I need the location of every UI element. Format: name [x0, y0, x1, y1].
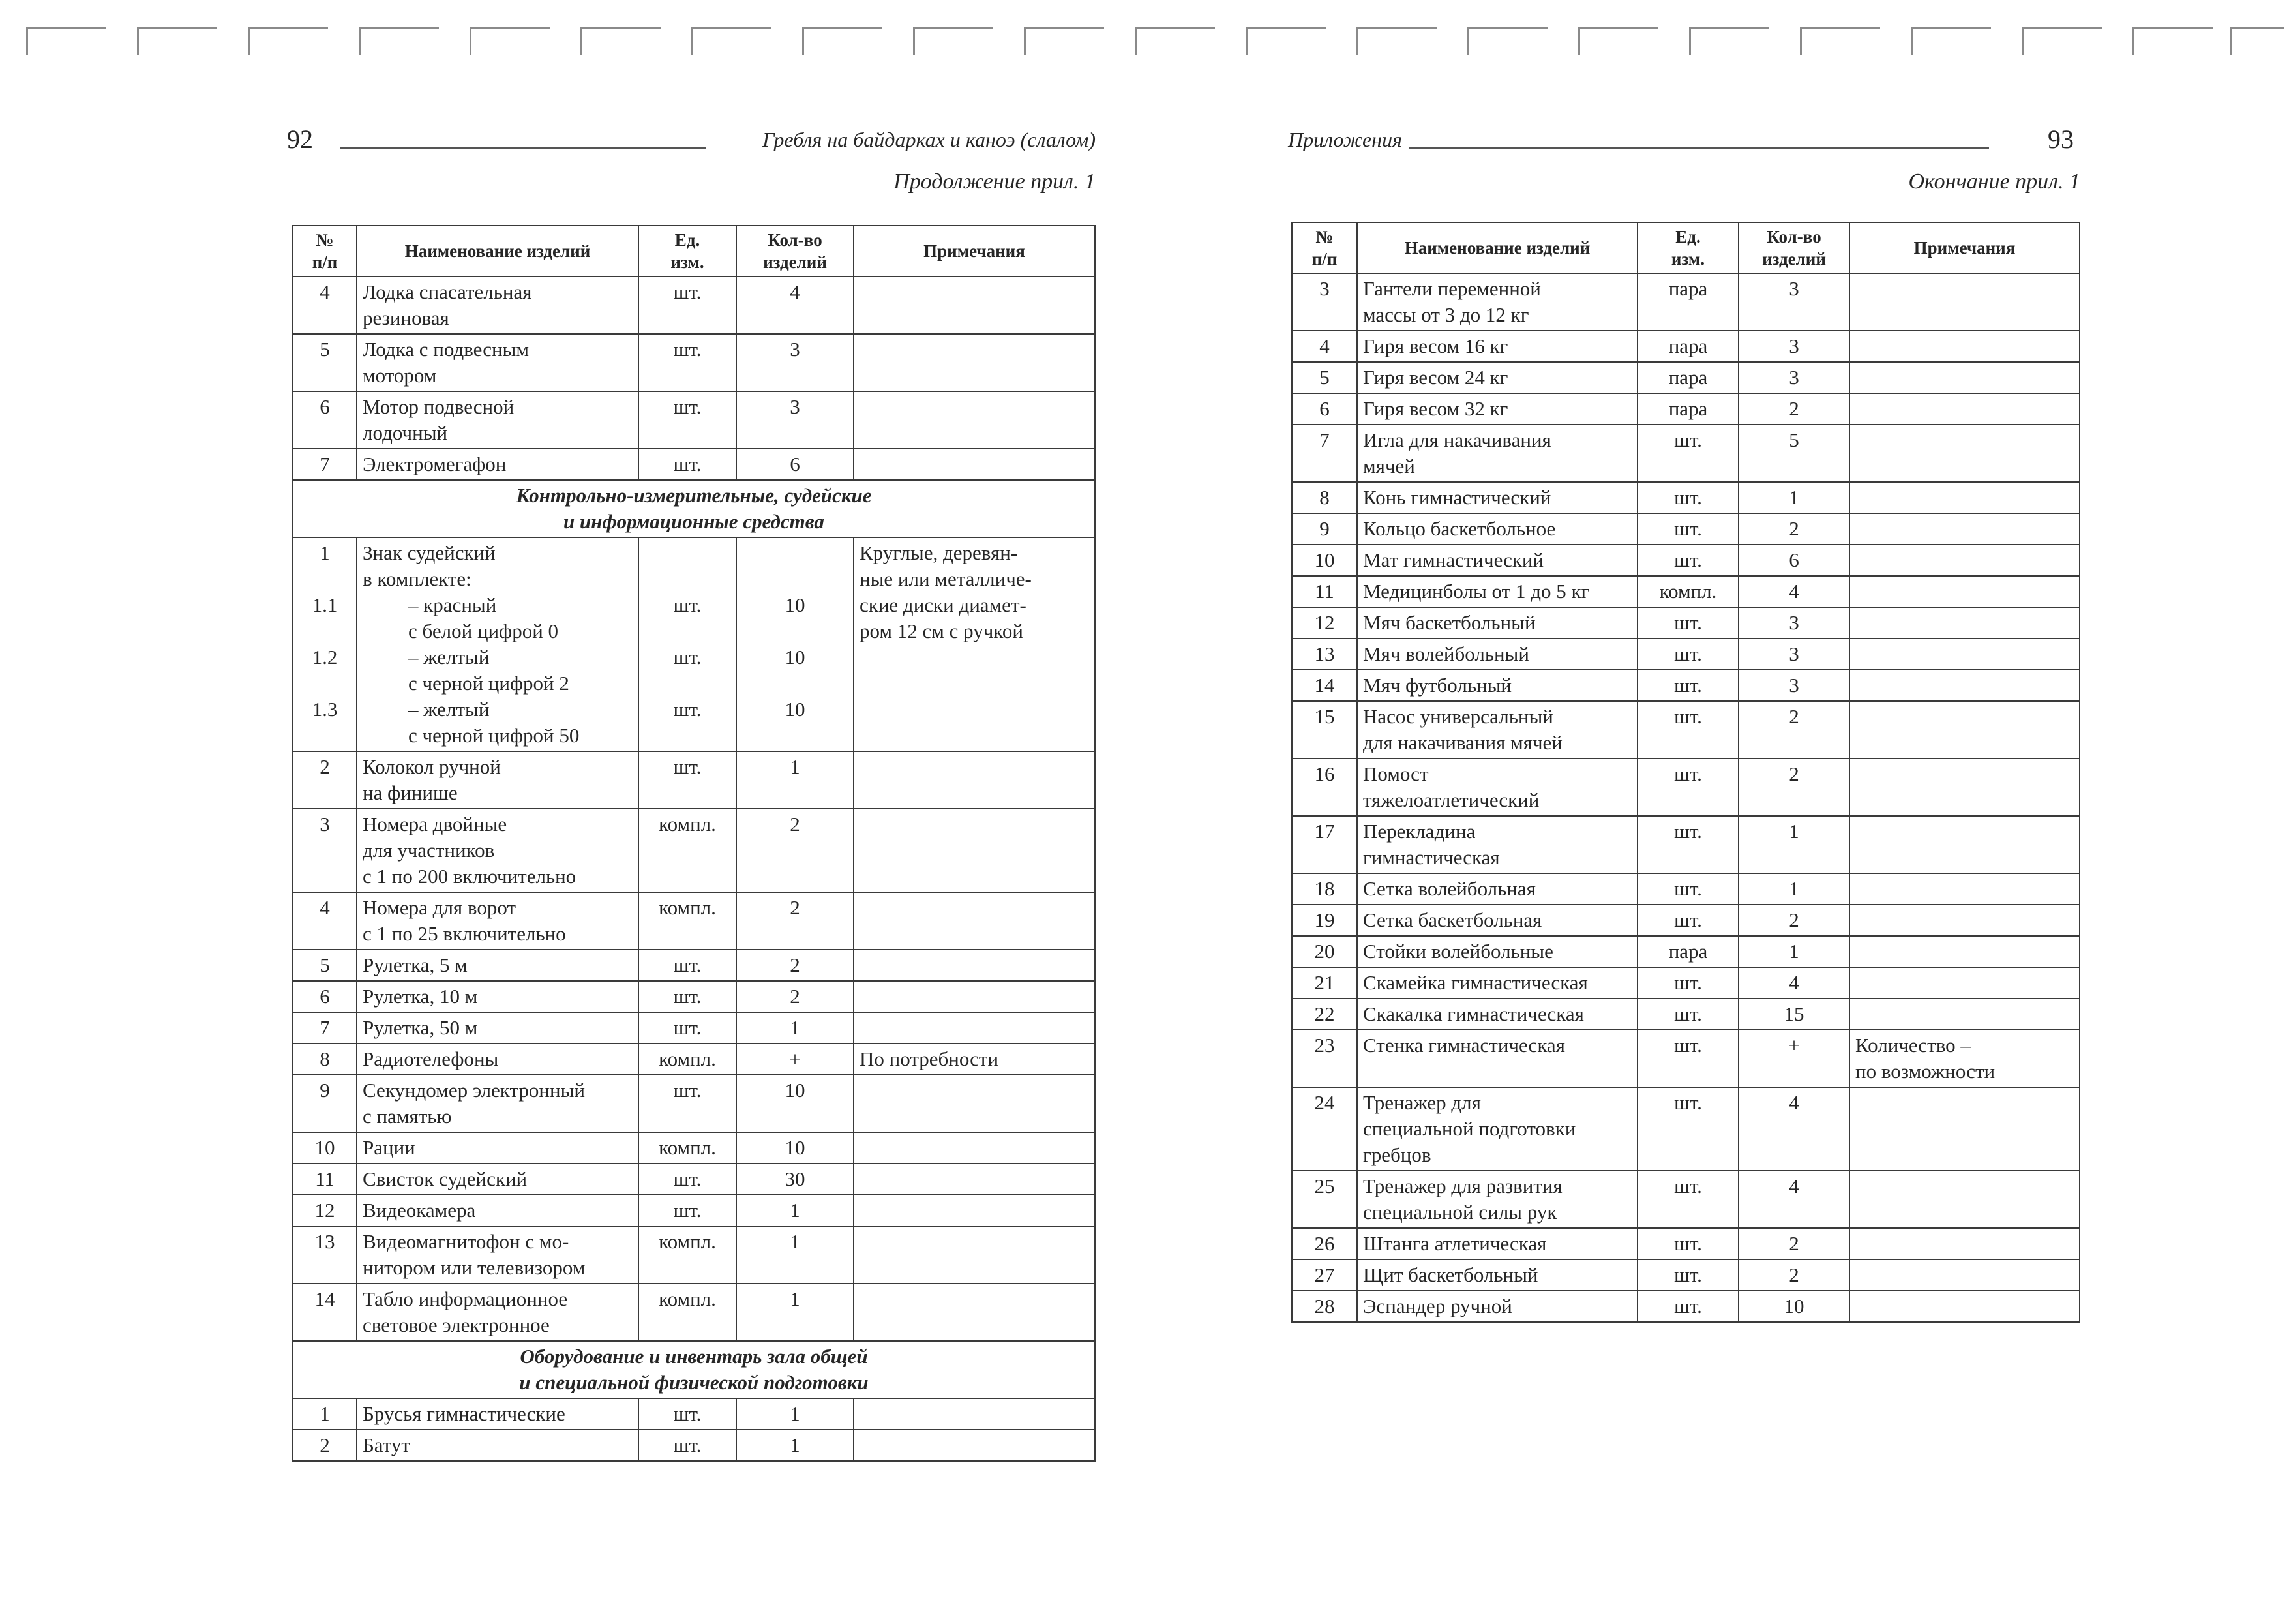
note [1849, 999, 2080, 1030]
note [1849, 273, 2080, 331]
unit: шт. [1638, 607, 1739, 639]
row-number: 8 [1292, 482, 1357, 513]
quantity: 3 [1739, 670, 1849, 701]
item-name: Мяч волейбольный [1357, 639, 1638, 670]
table-row [1292, 1087, 2080, 1171]
table-row [1292, 1171, 2080, 1228]
item-name: Эспандер ручной [1357, 1291, 1638, 1322]
table-row: 7 Электромегафон шт. 6 [293, 449, 1095, 480]
left-page [274, 0, 1096, 1624]
table-row-judge-sign: 1 1.1 1.2 1.3 Знак судейский в комплекте: – красный с белой цифрой 0 – желтый с черной цифрой 2 – желтый с черной цифрой 50 шт. шт. шт. 10 10 10 Круглые, деревян- ные или металличе- ские диски диамет- ром 12 см с ручкой [293, 537, 1095, 751]
col-name-header: Наименование изделий [1357, 222, 1638, 273]
table-row: 6 Мотор подвесной лодочный шт. 3 [293, 391, 1095, 449]
item-name: Мяч футбольный [1357, 670, 1638, 701]
row-number: 22 [1292, 999, 1357, 1030]
item-name: Скакалка гимнастическая [1357, 999, 1638, 1030]
row-number: 20 [1292, 936, 1357, 967]
quantity: 6 [1739, 545, 1849, 576]
table-row [1292, 576, 2080, 607]
unit: пара [1638, 936, 1739, 967]
unit: шт. [1638, 639, 1739, 670]
item-name: Гиря весом 32 кг [1357, 393, 1638, 425]
unit: шт. [1638, 482, 1739, 513]
row-number: 23 [1292, 1030, 1357, 1087]
note [1849, 759, 2080, 816]
unit: шт. [1638, 1291, 1739, 1322]
table-row: 11 Свисток судейский шт. 30 [293, 1164, 1095, 1195]
row-number: 14 [1292, 670, 1357, 701]
quantity: 3 [1739, 607, 1849, 639]
note [1849, 545, 2080, 576]
table-row: 8 Радиотелефоны компл. + По потребности [293, 1044, 1095, 1075]
table-row [1292, 999, 2080, 1030]
item-name: Перекладина гимнастическая [1357, 816, 1638, 873]
item-name: Стойки волейбольные [1357, 936, 1638, 967]
unit: пара [1638, 331, 1739, 362]
row-number: 24 [1292, 1087, 1357, 1171]
table-row [1292, 425, 2080, 482]
table-row [1292, 545, 2080, 576]
quantity: 1 [1739, 936, 1849, 967]
table-row [1292, 331, 2080, 362]
note [1849, 393, 2080, 425]
item-name: Мяч баскетбольный [1357, 607, 1638, 639]
item-name: Мат гимнастический [1357, 545, 1638, 576]
table-row [1292, 482, 2080, 513]
page-number: 92 [287, 125, 313, 154]
row-number: 28 [1292, 1291, 1357, 1322]
note [1849, 576, 2080, 607]
table-row [1292, 1228, 2080, 1259]
item-name: Гиря весом 16 кг [1357, 331, 1638, 362]
section-heading-row [293, 480, 1095, 537]
quantity: 3 [1739, 273, 1849, 331]
quantity: 1 [1739, 873, 1849, 905]
running-title: Гребля на байдарках и каноэ (слалом) [762, 128, 1096, 151]
row-number: 13 [1292, 639, 1357, 670]
page-number: 93 [2048, 125, 2074, 154]
unit: компл. [1638, 576, 1739, 607]
row-number: 21 [1292, 967, 1357, 999]
row-number: 5 [1292, 362, 1357, 393]
item-name: Конь гимнастический [1357, 482, 1638, 513]
quantity: 5 [1739, 425, 1849, 482]
item-name: Стенка гимнастическая [1357, 1030, 1638, 1087]
item-name: Насос универсальный для накачивания мячей [1357, 701, 1638, 759]
item-name: Сетка баскетбольная [1357, 905, 1638, 936]
continuation-label: Продолжение прил. 1 [893, 170, 1096, 194]
table-row: 2 Колокол ручной на финише шт. 1 [293, 751, 1095, 809]
quantity: 2 [1739, 513, 1849, 545]
row-number: 15 [1292, 701, 1357, 759]
quantity: 3 [1739, 331, 1849, 362]
col-qty-header: Кол-во изделий [736, 226, 854, 277]
table-row: 10 Рации компл. 10 [293, 1132, 1095, 1164]
item-name: Гантели переменной массы от 3 до 12 кг [1357, 273, 1638, 331]
note [1849, 1087, 2080, 1171]
continuation-label: Окончание прил. 1 [1908, 170, 2080, 194]
col-notes-header: Примечания [1849, 222, 2080, 273]
unit: шт. [1638, 1030, 1739, 1087]
table-row: 13 Видеомагнитофон с мо- нитором или телевизором компл. 1 [293, 1226, 1095, 1284]
col-num-header: № п/п [293, 226, 357, 277]
header-rule [1409, 147, 1989, 149]
note: Количество – по возможности [1849, 1030, 2080, 1087]
note [1849, 607, 2080, 639]
quantity: 2 [1739, 701, 1849, 759]
table-row [1292, 759, 2080, 816]
table-row [1292, 816, 2080, 873]
row-number: 3 [1292, 273, 1357, 331]
page-header [1278, 124, 2080, 163]
table-row: 9 Секундомер электронный с памятью шт. 10 [293, 1075, 1095, 1132]
table-row [1292, 670, 2080, 701]
note [1849, 331, 2080, 362]
quantity: 2 [1739, 393, 1849, 425]
equipment-table [292, 225, 1096, 1462]
unit: шт. [1638, 967, 1739, 999]
quantity: 4 [1739, 967, 1849, 999]
table-row [1292, 967, 2080, 999]
note [1849, 1228, 2080, 1259]
note [1849, 967, 2080, 999]
item-name: Щит баскетбольный [1357, 1259, 1638, 1291]
row-number: 26 [1292, 1228, 1357, 1259]
unit: шт. [1638, 999, 1739, 1030]
quantity: 1 [1739, 816, 1849, 873]
equipment-table [1291, 222, 2080, 1323]
row-number: 9 [1292, 513, 1357, 545]
col-unit-header: Ед. изм. [638, 226, 736, 277]
table-row: 4 Лодка спасательная резиновая шт. 4 [293, 277, 1095, 334]
unit: шт. [1638, 513, 1739, 545]
section-heading-row [293, 1341, 1095, 1398]
table-row: 1 Брусья гимнастические шт. 1 [293, 1398, 1095, 1430]
note [1849, 816, 2080, 873]
unit: пара [1638, 273, 1739, 331]
table-row [1292, 1291, 2080, 1322]
item-name: Тренажер для специальной подготовки гребцов [1357, 1087, 1638, 1171]
quantity: 4 [1739, 1171, 1849, 1228]
item-name: Гиря весом 24 кг [1357, 362, 1638, 393]
table-row [1292, 905, 2080, 936]
row-number: 27 [1292, 1259, 1357, 1291]
table-row [1292, 1259, 2080, 1291]
table-row [1292, 873, 2080, 905]
quantity: 2 [1739, 759, 1849, 816]
table-row [1292, 701, 2080, 759]
unit: шт. [1638, 1171, 1739, 1228]
unit: шт. [1638, 759, 1739, 816]
note [1849, 670, 2080, 701]
row-number: 10 [1292, 545, 1357, 576]
table-row: 2 Батут шт. 1 [293, 1430, 1095, 1461]
unit: пара [1638, 393, 1739, 425]
note [1849, 905, 2080, 936]
quantity: 2 [1739, 1228, 1849, 1259]
unit: шт. [1638, 701, 1739, 759]
unit: шт. [1638, 1228, 1739, 1259]
quantity: 10 [1739, 1291, 1849, 1322]
unit: шт. [1638, 1259, 1739, 1291]
table-row [1292, 362, 2080, 393]
header-rule [340, 147, 706, 149]
quantity: 4 [1739, 1087, 1849, 1171]
row-number: 19 [1292, 905, 1357, 936]
col-notes-header: Примечания [854, 226, 1095, 277]
quantity: 2 [1739, 1259, 1849, 1291]
unit: шт. [1638, 545, 1739, 576]
quantity: 4 [1739, 576, 1849, 607]
row-number: 11 [1292, 576, 1357, 607]
note [1849, 482, 2080, 513]
note [1849, 1171, 2080, 1228]
table-row [1292, 1030, 2080, 1087]
page-header [274, 124, 1096, 163]
item-name: Медицинболы от 1 до 5 кг [1357, 576, 1638, 607]
unit: шт. [1638, 873, 1739, 905]
quantity: 3 [1739, 362, 1849, 393]
row-number: 18 [1292, 873, 1357, 905]
item-name: Штанга атлетическая [1357, 1228, 1638, 1259]
note [1849, 362, 2080, 393]
table-row: 3 Номера двойные для участников с 1 по 200 включительно компл. 2 [293, 809, 1095, 892]
note [1849, 1259, 2080, 1291]
quantity: 2 [1739, 905, 1849, 936]
item-name: Кольцо баскетбольное [1357, 513, 1638, 545]
col-qty-header: Кол-во изделий [1739, 222, 1849, 273]
unit: шт. [1638, 816, 1739, 873]
unit: шт. [1638, 425, 1739, 482]
row-number: 7 [1292, 425, 1357, 482]
table-row: 14 Табло информационное световое электронное компл. 1 [293, 1284, 1095, 1341]
item-name: Тренажер для развития специальной силы рук [1357, 1171, 1638, 1228]
row-number: 4 [1292, 331, 1357, 362]
table-row: 12 Видеокамера шт. 1 [293, 1195, 1095, 1226]
row-number: 25 [1292, 1171, 1357, 1228]
note [1849, 639, 2080, 670]
note [1849, 513, 2080, 545]
row-number: 16 [1292, 759, 1357, 816]
quantity: 1 [1739, 482, 1849, 513]
table-header-row [1292, 222, 2080, 273]
col-name-header: Наименование изделий [357, 226, 638, 277]
quantity: 15 [1739, 999, 1849, 1030]
col-unit-header: Ед. изм. [1638, 222, 1739, 273]
note [1849, 873, 2080, 905]
table-row [1292, 639, 2080, 670]
table-row [1292, 513, 2080, 545]
table-row: 4 Номера для ворот с 1 по 25 включительно компл. 2 [293, 892, 1095, 950]
table-row: 6 Рулетка, 10 м шт. 2 [293, 981, 1095, 1012]
unit: шт. [1638, 1087, 1739, 1171]
table-row [1292, 273, 2080, 331]
item-name: Скамейка гимнастическая [1357, 967, 1638, 999]
unit: шт. [1638, 905, 1739, 936]
note [1849, 425, 2080, 482]
table-row: 5 Рулетка, 5 м шт. 2 [293, 950, 1095, 981]
table-header-row [293, 226, 1095, 277]
table-row [1292, 393, 2080, 425]
note [1849, 701, 2080, 759]
unit: пара [1638, 362, 1739, 393]
item-name: Помост тяжелоатлетический [1357, 759, 1638, 816]
row-number: 6 [1292, 393, 1357, 425]
table-row: 5 Лодка с подвесным мотором шт. 3 [293, 334, 1095, 391]
section-heading: Оборудование и инвентарь зала общей и специальной физической подготовки [293, 1341, 1095, 1398]
table-row [1292, 936, 2080, 967]
col-num-header: № п/п [1292, 222, 1357, 273]
row-number: 12 [1292, 607, 1357, 639]
table-row: 7 Рулетка, 50 м шт. 1 [293, 1012, 1095, 1044]
section-heading: Контрольно-измерительные, судейские и информационные средства [293, 480, 1095, 537]
item-name: Игла для накачивания мячей [1357, 425, 1638, 482]
quantity: 3 [1739, 639, 1849, 670]
right-page [1278, 0, 2080, 1624]
quantity: + [1739, 1030, 1849, 1087]
note [1849, 936, 2080, 967]
running-title: Приложения [1288, 128, 1402, 151]
row-number: 17 [1292, 816, 1357, 873]
note [1849, 1291, 2080, 1322]
item-name: Сетка волейбольная [1357, 873, 1638, 905]
unit: шт. [1638, 670, 1739, 701]
table-row [1292, 607, 2080, 639]
